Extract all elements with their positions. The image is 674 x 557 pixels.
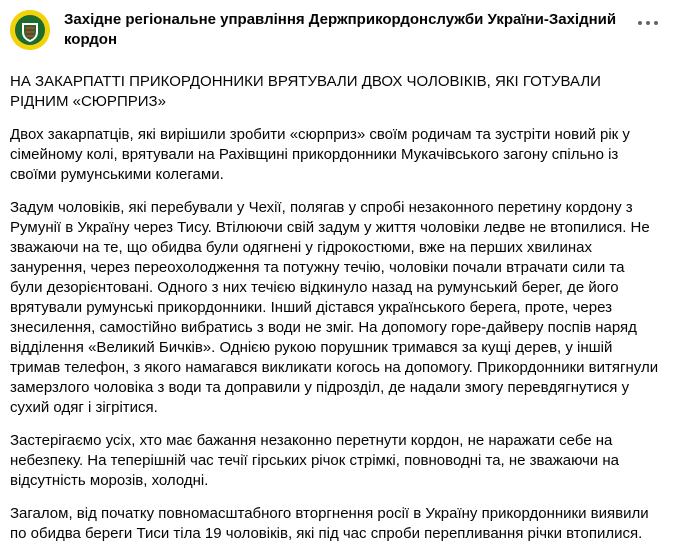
post-paragraph: Задум чоловіків, які перебували у Чехії, полягав у спробі незаконного перетину кордону з Румунії в Україну через Тису. Втілюючи свій задум у життя чоловіки ледве не втопилися. Не зважаючи на те, що обидва були одягнені у гідрокостюми, вже на перших хвилинах занурення, через переохолодження та потужну течію, чоловіки почали втрачати сили та були дезорієнтовані. Одного з них течією відкинуло назад на румунський берег, де його врятували румунські прикордонники. Інший дістався українського берега, проте, через знесилення, самостійно вибратись з води не зміг. На допомогу горе-дайверу поспів наряд відділення «Великий Бичків». Однією рукою порушник тримався за кущі дерев, у іншій тримав телефон, з якого намагався викликати когось на допомогу. Прикордонники витягнули замерзлого чоловіка з води та доправили у підрозділ, де надали змогу перевдягнутися у сухий одяг і зігрітися. xyxy=(10,199,659,416)
border-guard-emblem-icon xyxy=(10,10,50,50)
more-options-icon[interactable] xyxy=(634,12,662,34)
page-name-link[interactable]: Західне регіональне управління Держприкордонслужби України-Західний кордон xyxy=(64,11,617,48)
post-text xyxy=(10,72,660,557)
post-header xyxy=(10,8,650,60)
post-paragraph: Застерігаємо усіх, хто має бажання незаконно перетнути кордон, не наражати себе на небезпеку. На теперішній час течії гірських річок стрімкі, повноводні та, не зважаючи на відсутність морозів, холодні. xyxy=(10,432,619,489)
post-paragraph: Загалом, від початку повномасштабного вторгнення росії в Україну прикордонники виявили по обидва береги Тиси тіла 19 чоловіків, які під час спроби перепливання річки втопилися. xyxy=(10,505,649,542)
post-headline: НА ЗАКАРПАТТІ ПРИКОРДОННИКИ ВРЯТУВАЛИ ДВОХ ЧОЛОВІКІВ, ЯКІ ГОТУВАЛИ РІДНИМ «СЮРПРИЗ» xyxy=(10,73,601,110)
post-paragraph: Двох закарпатців, які вирішили зробити «сюрприз» своїм родичам та зустріти новий рік у сімейному колі, врятували на Рахівщині прикордонники Мукачівського загону спільно із своїми румунськими колегами. xyxy=(10,126,630,183)
page-avatar[interactable] xyxy=(10,10,50,50)
